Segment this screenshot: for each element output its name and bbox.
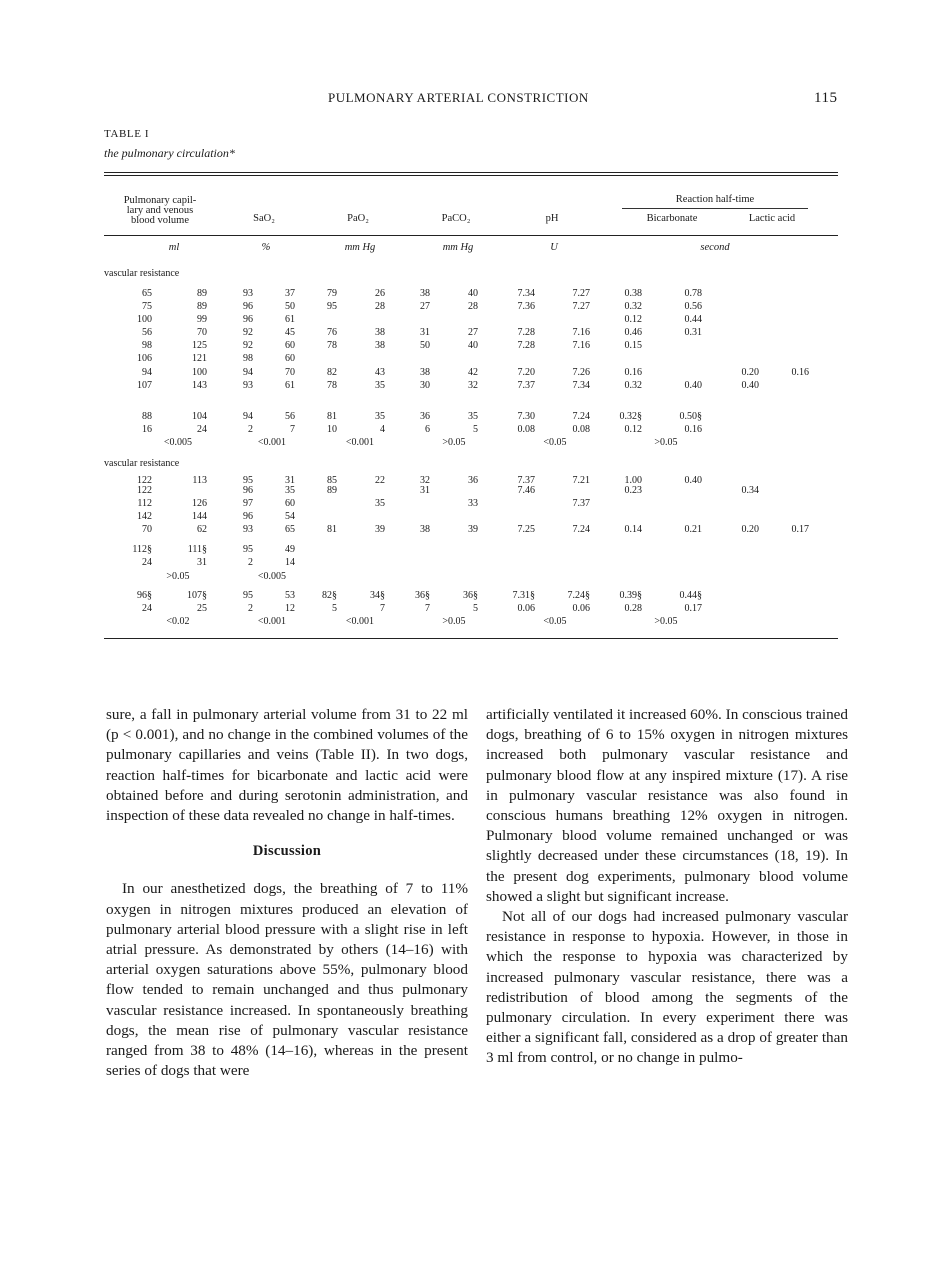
table-cell: 0.40 xyxy=(684,380,702,391)
unit-paco2: mm Hg xyxy=(442,242,474,253)
table-cell: 0.08 xyxy=(572,424,590,435)
section2-label: vascular resistance xyxy=(104,458,180,469)
table-cell: 7.34 xyxy=(572,380,590,391)
table-cell: 5 xyxy=(332,603,337,614)
table-cell: 60 xyxy=(285,498,295,509)
table-cell: 31 xyxy=(420,485,430,496)
table-cell: 100 xyxy=(192,367,207,378)
unit-reaction: second xyxy=(700,242,730,253)
table-cell: 12 xyxy=(285,603,295,614)
p-value: <0.02 xyxy=(166,616,190,627)
table-cell: 7.24 xyxy=(572,524,590,535)
table-cell: 2 xyxy=(248,424,253,435)
table-cell: 36 xyxy=(420,411,430,422)
table-cell: 0.56 xyxy=(684,301,702,312)
p-value: >0.05 xyxy=(654,616,678,627)
header-reaction-half-time: Reaction half-time xyxy=(675,194,755,205)
section-heading: Discussion xyxy=(252,843,322,860)
table-cell: 7.20 xyxy=(517,367,535,378)
table-cell: 0.17 xyxy=(791,524,809,535)
table-cell: 33 xyxy=(468,498,478,509)
table-cell: 7 xyxy=(380,603,385,614)
table-cell: 49 xyxy=(285,544,295,555)
table-cell: 5 xyxy=(473,424,478,435)
table-cell: 0.08 xyxy=(517,424,535,435)
left-paragraph-1: sure, a fall in pulmonary arterial volume from 31 to 22 ml (p < 0.001), and no change in the combined volumes of the pulmonary capillaries and veins (Table II). In two dogs, reaction half-times for bicarbonate and lactic acid were obtained before and during serotonin administration, and inspection of these data revealed no change in half-times. xyxy=(106,706,468,825)
table-cell: 0.44 xyxy=(684,314,702,325)
table-cell: 62 xyxy=(197,524,207,535)
table-cell: 35 xyxy=(468,411,478,422)
table-bottom-rule xyxy=(104,638,838,639)
table-cell: 95 xyxy=(327,301,337,312)
header-span-rule xyxy=(622,208,808,209)
section1-label: vascular resistance xyxy=(104,268,180,279)
table-cell: 40 xyxy=(468,288,478,299)
table-cell: 0.40 xyxy=(684,475,702,486)
table-cell: 0.38 xyxy=(624,288,642,299)
table-cell: 32 xyxy=(420,475,430,486)
table-cell: 0.32 xyxy=(624,380,642,391)
header-bicarbonate: Bicarbonate xyxy=(646,213,698,224)
table-cell: 36§ xyxy=(415,590,430,601)
unit-sao2: % xyxy=(261,242,271,253)
table-cell: 36 xyxy=(468,475,478,486)
table-cell: 7.46 xyxy=(517,485,535,496)
table-label: TABLE I xyxy=(104,128,150,140)
table-cell: 0.16 xyxy=(684,424,702,435)
table-cell: 121 xyxy=(192,353,207,364)
table-cell: 143 xyxy=(192,380,207,391)
table-cell: 53 xyxy=(285,590,295,601)
running-title: PULMONARY ARTERIAL CONSTRICTION xyxy=(328,90,589,105)
table-cell: 88 xyxy=(142,411,152,422)
header-sao2: SaO₂ xyxy=(253,213,275,224)
table-cell: 0.50§ xyxy=(679,411,702,422)
table-cell: 96§ xyxy=(137,590,152,601)
table-cell: 24 xyxy=(197,424,207,435)
table-cell: 7.16 xyxy=(572,340,590,351)
table-cell: 70 xyxy=(142,524,152,535)
p-value: >0.05 xyxy=(654,437,678,448)
table-cell: 7.16 xyxy=(572,327,590,338)
table-cell: 113 xyxy=(192,475,207,486)
unit-ph: U xyxy=(550,242,558,253)
right-column xyxy=(486,705,848,1069)
table-cell: 0.16 xyxy=(624,367,642,378)
table-cell: 78 xyxy=(327,340,337,351)
p-value: <0.001 xyxy=(345,437,375,448)
table-cell: 75 xyxy=(142,301,152,312)
table-cell: 0.31 xyxy=(684,327,702,338)
table-cell: 7.36 xyxy=(517,301,535,312)
p-value: >0.05 xyxy=(166,571,190,582)
table-cell: 93 xyxy=(243,288,253,299)
table-cell: 0.78 xyxy=(684,288,702,299)
right-paragraph-1: artificially ventilated it increased 60%. In conscious trained dogs, breathing of 6 to 15% oxygen in nitrogen mixtures increased both pulmonary vascular resistance and pulmonary blood flow at any inspired mixture (17). A rise in pulmonary vascular resistance was also found in conscious humans breathing 12% oxygen in nitrogen. Pulmonary blood volume remained unchanged or was slightly decreased under these circumstances (18, 19). In the present dog experiments, pulmonary blood volume showed a slight but significant increase. xyxy=(486,706,848,905)
table-cell: 7.27 xyxy=(572,301,590,312)
table-cell: 122 xyxy=(137,475,152,486)
table-cell: 61 xyxy=(285,314,295,325)
table-cell: 7.37 xyxy=(517,380,535,391)
table-cell: 7 xyxy=(425,603,430,614)
table-cell: 98 xyxy=(142,340,152,351)
table-cell: 122 xyxy=(137,485,152,496)
table-cell: 7.37 xyxy=(517,475,535,486)
table-cell: 35 xyxy=(375,498,385,509)
unit-blood-volume: ml xyxy=(168,242,180,253)
table-cell: 104 xyxy=(192,411,207,422)
p-value: <0.001 xyxy=(257,437,287,448)
table-cell: 7.28 xyxy=(517,340,535,351)
table-cell: 96 xyxy=(243,511,253,522)
table-cell: 36§ xyxy=(463,590,478,601)
table-cell: 106 xyxy=(137,353,152,364)
table-cell: 30 xyxy=(420,380,430,391)
p-value: <0.05 xyxy=(543,437,567,448)
table-cell: 34§ xyxy=(370,590,385,601)
table-cell: 7.27 xyxy=(572,288,590,299)
right-paragraph-2: Not all of our dogs had increased pulmonary vascular resistance in response to hypoxia. However, in those in which the response to hypoxia was characterized by increased pulmonary vascular resistance, there was a redistribution of blood among the segments of the pulmonary circulation. In every experiment there was either a significant fall, considered as a drop of greater than 3 ml from control, or no change in pulmo- xyxy=(486,908,848,1067)
table-cell: 126 xyxy=(192,498,207,509)
table-cell: 81 xyxy=(327,411,337,422)
table-cell: 95 xyxy=(243,475,253,486)
table-cell: 31 xyxy=(285,475,295,486)
table-cell: 65 xyxy=(285,524,295,535)
table-cell: 7.21 xyxy=(572,475,590,486)
table-cell: 107 xyxy=(137,380,152,391)
table-cell: 78 xyxy=(327,380,337,391)
table-cell: 96 xyxy=(243,314,253,325)
table-cell: 60 xyxy=(285,340,295,351)
table-cell: 5 xyxy=(473,603,478,614)
table-cell: 60 xyxy=(285,353,295,364)
p-value: >0.05 xyxy=(442,437,466,448)
table-cell: 95 xyxy=(243,590,253,601)
table-cell: 97 xyxy=(243,498,253,509)
table-cell: 112 xyxy=(137,498,152,509)
table-cell: 76 xyxy=(327,327,337,338)
table-cell: 0.17 xyxy=(684,603,702,614)
table-cell: 98 xyxy=(243,353,253,364)
table-cell: 7.30 xyxy=(517,411,535,422)
table-cell: 89 xyxy=(197,288,207,299)
table-cell: 95 xyxy=(243,544,253,555)
table-cell: 0.06 xyxy=(517,603,535,614)
table-cell: 7.34 xyxy=(517,288,535,299)
table-cell: 28 xyxy=(375,301,385,312)
table-cell: 70 xyxy=(197,327,207,338)
table-cell: 0.32§ xyxy=(619,411,642,422)
table-cell: 50 xyxy=(285,301,295,312)
table-cell: 43 xyxy=(375,367,385,378)
table-cell: 7.24§ xyxy=(567,590,590,601)
table-cell: 38 xyxy=(420,524,430,535)
table-cell: 7.25 xyxy=(517,524,535,535)
table-cell: 89 xyxy=(327,485,337,496)
table-cell: 0.16 xyxy=(791,367,809,378)
p-value: <0.001 xyxy=(257,616,287,627)
left-paragraph-2: In our anesthetized dogs, the breathing of 7 to 11% oxygen in nitrogen mixtures produced an elevation of pulmonary arterial blood pressure with a slight rise in left atrial pressure. As demonstrated by others (14–16) with arterial oxygen saturations above 55%, pulmonary blood flow tended to remain unchanged and thus pulmonary vascular resistance increased. In spontaneously breathing dogs, the mean rise of pulmonary vascular resistance ranged from 38 to 48% (14–16), whereas in the present series of dogs that were xyxy=(106,880,468,1080)
table-cell: 99 xyxy=(197,314,207,325)
table-cell: 31 xyxy=(420,327,430,338)
table-cell: 93 xyxy=(243,524,253,535)
table-cell: 0.44§ xyxy=(679,590,702,601)
table-cell: 38 xyxy=(375,340,385,351)
p-value: >0.05 xyxy=(442,616,466,627)
table-cell: 0.21 xyxy=(684,524,702,535)
table-cell: 16 xyxy=(142,424,152,435)
table-cell: 94 xyxy=(243,411,253,422)
table-cell: 92 xyxy=(243,327,253,338)
table-cell: 107§ xyxy=(187,590,207,601)
header-rule xyxy=(104,235,838,236)
table-cell: 0.14 xyxy=(624,524,642,535)
table-cell: 93 xyxy=(243,380,253,391)
table-cell: 0.20 xyxy=(741,524,759,535)
table-cell: 89 xyxy=(197,301,207,312)
table-cell: 38 xyxy=(375,327,385,338)
table-cell: 61 xyxy=(285,380,295,391)
table-cell: 0.06 xyxy=(572,603,590,614)
table-cell: 4 xyxy=(380,424,385,435)
table-cell: 14 xyxy=(285,557,295,568)
table-cell: 94 xyxy=(243,367,253,378)
table-cell: 10 xyxy=(327,424,337,435)
table-cell: 6 xyxy=(425,424,430,435)
table-cell: 1.00 xyxy=(624,475,642,486)
table-cell: 2 xyxy=(248,557,253,568)
table-cell: 38 xyxy=(420,367,430,378)
table-cell: 56 xyxy=(142,327,152,338)
table-cell: 7.28 xyxy=(517,327,535,338)
table-cell: 82 xyxy=(327,367,337,378)
header-paco2: PaCO₂ xyxy=(441,213,471,224)
table-cell: 39 xyxy=(375,524,385,535)
table-cell: 85 xyxy=(327,475,337,486)
table-cell: 0.39§ xyxy=(619,590,642,601)
table-cell: 32 xyxy=(468,380,478,391)
table-cell: 35 xyxy=(375,380,385,391)
table-cell: 39 xyxy=(468,524,478,535)
table-cell: 94 xyxy=(142,367,152,378)
header-pao2: PaO₂ xyxy=(347,213,369,224)
table-cell: 0.12 xyxy=(624,314,642,325)
p-value: <0.001 xyxy=(345,616,375,627)
table-cell: 100 xyxy=(137,314,152,325)
table-cell: 25 xyxy=(197,603,207,614)
header-lactic-acid: Lactic acid xyxy=(748,213,796,224)
table-cell: 27 xyxy=(468,327,478,338)
table-top-rule-2 xyxy=(104,175,838,176)
header-blood-volume: Pulmonary capil- lary and venous blood volume xyxy=(123,195,197,226)
table-cell: 40 xyxy=(468,340,478,351)
table-cell: 0.40 xyxy=(741,380,759,391)
table-cell: 7.26 xyxy=(572,367,590,378)
table-cell: 0.46 xyxy=(624,327,642,338)
table-cell: 7.24 xyxy=(572,411,590,422)
table-cell: 79 xyxy=(327,288,337,299)
table-cell: 28 xyxy=(468,301,478,312)
table-cell: 35 xyxy=(285,485,295,496)
p-value: <0.05 xyxy=(543,616,567,627)
table-top-rule xyxy=(104,172,838,173)
table-cell: 112§ xyxy=(132,544,152,555)
table-cell: 0.28 xyxy=(624,603,642,614)
table-cell: 142 xyxy=(137,511,152,522)
table-cell: 31 xyxy=(197,557,207,568)
table-cell: 56 xyxy=(285,411,295,422)
table-cell: 7 xyxy=(290,424,295,435)
table-cell: 0.32 xyxy=(624,301,642,312)
table-cell: 92 xyxy=(243,340,253,351)
table-cell: 7.37 xyxy=(572,498,590,509)
table-cell: 22 xyxy=(375,475,385,486)
table-cell: 0.15 xyxy=(624,340,642,351)
table-cell: 45 xyxy=(285,327,295,338)
table-cell: 38 xyxy=(420,288,430,299)
table-cell: 24 xyxy=(142,557,152,568)
table-cell: 37 xyxy=(285,288,295,299)
table-cell: 50 xyxy=(420,340,430,351)
table-cell: 35 xyxy=(375,411,385,422)
page-number: 115 xyxy=(814,90,838,106)
table-cell: 125 xyxy=(192,340,207,351)
table-cell: 144 xyxy=(192,511,207,522)
p-value: <0.005 xyxy=(163,437,193,448)
table-cell: 26 xyxy=(375,288,385,299)
table-cell: 65 xyxy=(142,288,152,299)
table-cell: 0.20 xyxy=(741,367,759,378)
table-caption: the pulmonary circulation* xyxy=(104,146,235,160)
table-cell: 24 xyxy=(142,603,152,614)
header-ph: pH xyxy=(545,213,559,224)
table-cell: 0.12 xyxy=(624,424,642,435)
table-cell: 82§ xyxy=(322,590,337,601)
table-cell: 7.31§ xyxy=(512,590,535,601)
p-value: <0.005 xyxy=(257,571,287,582)
table-cell: 2 xyxy=(248,603,253,614)
table-cell: 54 xyxy=(285,511,295,522)
table-cell: 27 xyxy=(420,301,430,312)
table-cell: 96 xyxy=(243,485,253,496)
left-column xyxy=(106,705,468,1081)
table-cell: 70 xyxy=(285,367,295,378)
table-cell: 0.23 xyxy=(624,485,642,496)
table-cell: 111§ xyxy=(187,544,207,555)
table-cell: 96 xyxy=(243,301,253,312)
table-cell: 81 xyxy=(327,524,337,535)
table-cell: 0.34 xyxy=(741,485,759,496)
unit-pao2: mm Hg xyxy=(344,242,376,253)
table-cell: 42 xyxy=(468,367,478,378)
